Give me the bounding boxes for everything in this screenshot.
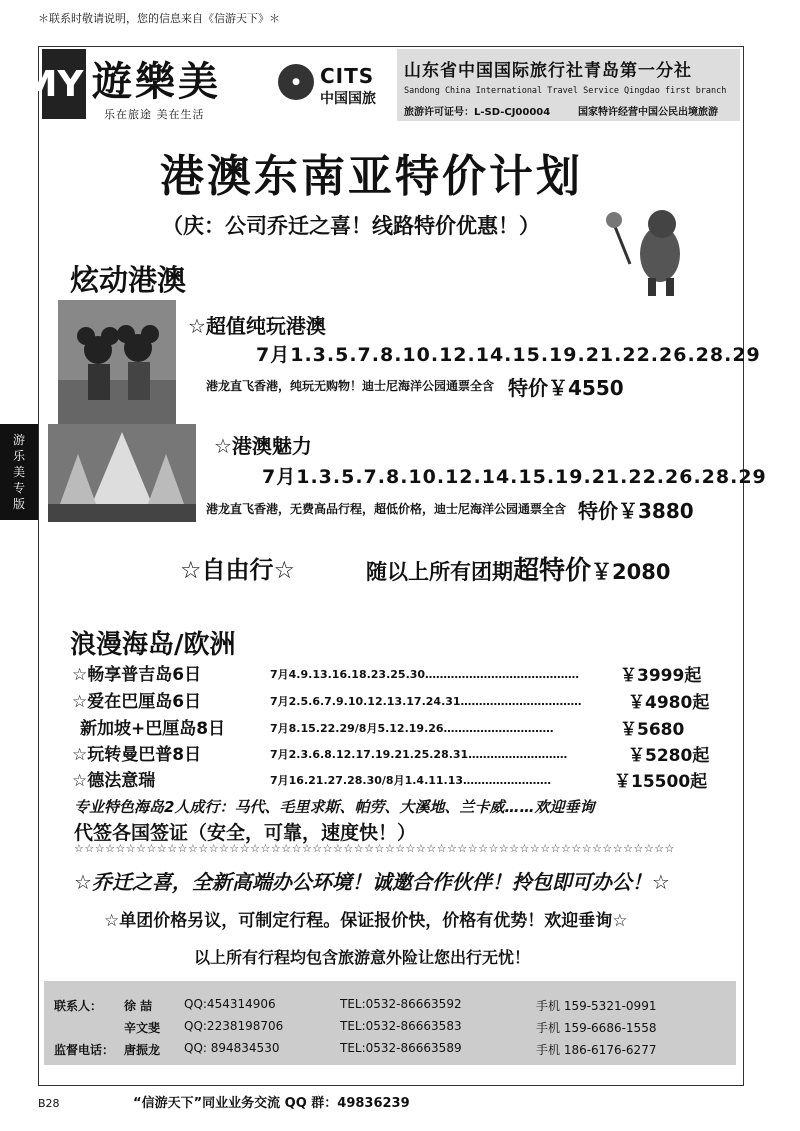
contact-qq: QQ:454314906 bbox=[184, 997, 276, 1011]
contact-tel: TEL:0532-86663583 bbox=[340, 1019, 462, 1033]
top-note: ＊联系时敬请说明，您的信息来自《信游天下》＊ bbox=[38, 12, 280, 25]
package-dates: 7月1.3.5.7.8.10.12.14.15.19.21.22.26.28.29 bbox=[256, 344, 761, 366]
contact-name: 徐 喆 bbox=[124, 999, 153, 1013]
package-dates: 7月1.3.5.7.8.10.12.14.15.19.21.22.26.28.29 bbox=[262, 466, 767, 488]
group-pricing-note: ☆单团价格另议，可制定行程。保证报价快，价格有优势！欢迎垂询☆ bbox=[104, 911, 628, 931]
free-travel-desc bbox=[366, 550, 670, 587]
cits-globe-icon: ● bbox=[278, 64, 314, 100]
contact-qq: QQ:2238198706 bbox=[184, 1019, 284, 1033]
route-dates: 7月2.5.6.7.9.10.12.13.17.24.31…………………………… bbox=[270, 695, 582, 708]
side-char: 美 bbox=[12, 465, 25, 479]
license-note: 国家特许经营中国公民出境旅游 bbox=[578, 107, 718, 118]
route-dates: 7月16.21.27.28.30/8月1.4.11.13…………………… bbox=[270, 774, 552, 787]
side-tab bbox=[0, 424, 38, 520]
relocation-notice: ☆乔迁之喜，全新高端办公环境！诚邀合作伙伴！拎包即可办公！☆ bbox=[74, 870, 670, 894]
route-name: ☆德法意瑞 bbox=[72, 771, 156, 791]
package-desc: 港龙直飞香港，纯玩无购物！迪士尼海洋公园通票全含 bbox=[206, 379, 495, 393]
footer bbox=[38, 1092, 410, 1111]
side-char: 版 bbox=[12, 497, 25, 511]
myl-logo: MYL bbox=[42, 49, 86, 119]
page-number: B28 bbox=[38, 1097, 60, 1110]
contact-label: 联系人： bbox=[54, 999, 103, 1013]
route-name: ☆畅享普吉岛6日 bbox=[72, 665, 202, 685]
side-char: 乐 bbox=[12, 449, 25, 463]
free-price: ￥2080 bbox=[591, 560, 671, 584]
contact-mobile: 手机 159-5321-0991 bbox=[536, 999, 657, 1013]
route-dates: 7月2.3.6.8.12.17.19.21.25.28.31……………………… bbox=[270, 748, 568, 761]
visa-service: 代签各国签证（安全，可靠，速度快！） bbox=[74, 822, 417, 844]
section-hk-macau-heading: 炫动港澳 bbox=[70, 263, 187, 297]
free-travel-label: ☆自由行☆ bbox=[180, 556, 296, 584]
contact-name: 辛文斐 bbox=[124, 1021, 161, 1035]
route-dates: 7月8.15.22.29/8月5.12.19.26………………………… bbox=[270, 722, 554, 735]
page-title: 港澳东南亚特价计划 bbox=[160, 151, 583, 202]
cits-logo-text: CITS bbox=[320, 64, 375, 88]
package-desc: 港龙直飞香港，无费高品行程，超低价格，迪士尼海洋公园通票全含 bbox=[206, 502, 567, 516]
contact-tel: TEL:0532-86663589 bbox=[340, 1041, 462, 1055]
star-divider: ☆☆☆☆☆☆☆☆☆☆☆☆☆☆☆☆☆☆☆☆☆☆☆☆☆☆☆☆☆☆☆☆☆☆☆☆☆☆☆☆☆☆☆☆☆☆☆☆☆☆☆☆☆☆☆☆☆☆ bbox=[74, 842, 675, 855]
contact-qq: QQ: 894834530 bbox=[184, 1041, 280, 1055]
route-price: ￥4980起 bbox=[628, 693, 710, 713]
cits-logo-cn: 中国国旅 bbox=[320, 91, 376, 107]
route-price: ￥5680 bbox=[620, 720, 685, 740]
brand-name: 遊樂美 bbox=[92, 58, 221, 105]
section-island-europe-heading: 浪漫海岛/欧洲 bbox=[70, 630, 236, 660]
contact-mobile: 手机 159-6686-1558 bbox=[536, 1021, 657, 1035]
horse-mascot-icon bbox=[600, 204, 694, 300]
route-dates: 7月4.9.13.16.18.23.25.30…………………………………… bbox=[270, 668, 580, 681]
insurance-note: 以上所有行程均包含旅游意外险让您出行无忧！ bbox=[194, 948, 531, 967]
route-name: 新加坡+巴厘岛8日 bbox=[80, 719, 226, 739]
contact-name: 唐振龙 bbox=[124, 1043, 161, 1057]
contact-tel: TEL:0532-86663592 bbox=[340, 997, 462, 1011]
brand-slogan: 乐在旅途 美在生活 bbox=[104, 108, 205, 121]
route-name: ☆爱在巴厘岛6日 bbox=[72, 692, 202, 712]
route-price: ￥15500起 bbox=[614, 772, 708, 792]
agency-name: 山东省中国国际旅行社青岛第一分社 bbox=[404, 61, 692, 81]
license-number: 旅游许可证号：L-SD-CJ00004 bbox=[404, 107, 551, 118]
package-price: 特价￥4550 bbox=[508, 376, 624, 400]
special-islands: 专业特色海岛2人成行：马代、毛里求斯、帕劳、大溪地、兰卡威……欢迎垂询 bbox=[74, 798, 595, 816]
disney-mickey-photo bbox=[58, 300, 176, 426]
side-char: 专 bbox=[12, 481, 25, 495]
free-desc-em: 超特价 bbox=[513, 556, 592, 586]
route-price: ￥5280起 bbox=[628, 746, 710, 766]
package-price: 特价￥3880 bbox=[578, 499, 694, 523]
package-name: ☆超值纯玩港澳 bbox=[188, 314, 326, 338]
route-price: ￥3999起 bbox=[620, 666, 702, 686]
free-desc-pre: 随以上所有团期 bbox=[366, 560, 513, 584]
route-name: ☆玩转曼巴普8日 bbox=[72, 745, 202, 765]
contact-box bbox=[44, 981, 736, 1065]
christmas-tree-photo bbox=[48, 424, 196, 522]
page-subtitle: （庆：公司乔迁之喜！线路特价优惠！） bbox=[162, 214, 540, 238]
package-name: ☆港澳魅力 bbox=[214, 434, 312, 458]
footer-text: “信游天下”同业业务交流 QQ 群：49836239 bbox=[133, 1096, 410, 1111]
supervise-label: 监督电话： bbox=[54, 1043, 115, 1057]
side-char: 游 bbox=[12, 433, 25, 447]
contact-mobile: 手机 186-6176-6277 bbox=[536, 1043, 657, 1057]
agency-name-en: Sandong China International Travel Service Qingdao first branch bbox=[404, 86, 727, 96]
